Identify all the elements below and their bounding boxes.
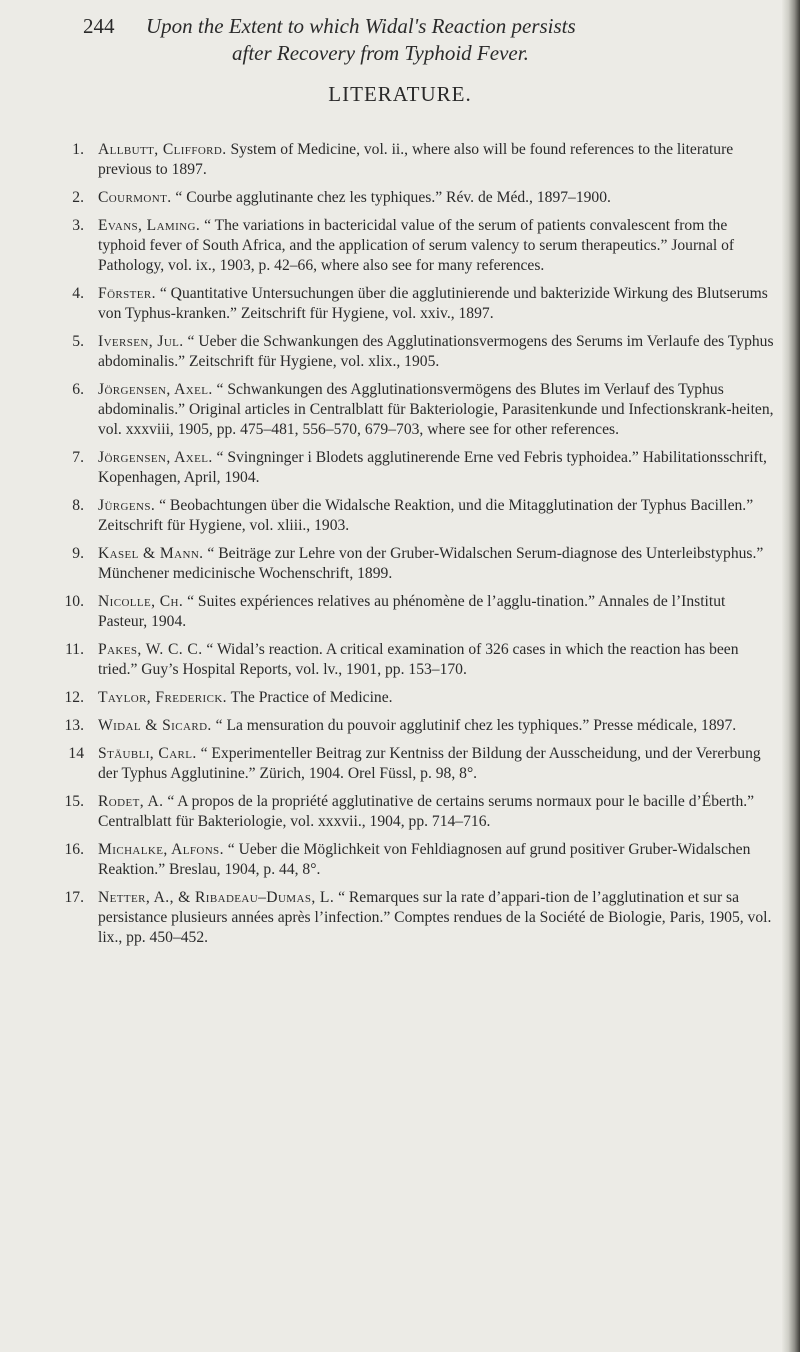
reference-number: 5. — [72, 333, 84, 350]
section-heading: LITERATURE. — [328, 82, 472, 106]
reference-text: “ Ueber die Schwankungen des Agglutinationsvermogens des Serums im Verlaufe des Typhus abdominalis.” Zeitschrift für Hygiene, vol. xlix., 1905. — [98, 333, 774, 370]
reference-author: Jörgensen, Axel. — [98, 449, 213, 466]
reference-author: Förster. — [98, 285, 156, 302]
reference-item — [58, 688, 778, 708]
reference-item — [58, 840, 778, 880]
reference-author: Jürgens. — [98, 497, 156, 514]
reference-text: System of Medicine, vol. ii., where also will be found references to the literature previous to 1897. — [98, 141, 734, 178]
reference-author: Stäubli, Carl. — [98, 745, 197, 762]
reference-text: “ A propos de la propriété agglutinative de certains serums normaux pour le bacille d’Éberth.” Centralblatt für Bakteriologie, vol. xxxvii., 1904, pp. 714–716. — [98, 793, 755, 830]
reference-item — [58, 888, 778, 948]
reference-author: Kasel & Mann. — [98, 545, 204, 562]
reference-item — [58, 216, 778, 276]
reference-item — [58, 284, 778, 324]
reference-number: 2. — [72, 189, 84, 206]
reference-item — [58, 448, 778, 488]
reference-number: 1. — [72, 141, 84, 158]
reference-number: 15. — [64, 793, 84, 810]
reference-item — [58, 640, 778, 680]
reference-text: “ Svingninger i Blodets agglutinerende Erne ved Febris typhoidea.” Habilitationsschrift, Kopenhagen, April, 1904. — [98, 449, 767, 486]
reference-number: 3. — [72, 217, 84, 234]
reference-text: “ Beiträge zur Lehre von der Gruber-Widalschen Serum-diagnose des Unterleibstyphus.” Münchener medicinische Wochenschrift, 1899. — [98, 545, 764, 582]
reference-author: Netter, A., & Ribadeau–Dumas, L. — [98, 889, 335, 906]
reference-item — [58, 496, 778, 536]
reference-text: “ Remarques sur la rate d’appari-tion de l’agglutination et sur sa persistance plusieurs années après l’infection.” Comptes rendues de la Société de Biologie, Paris, 1905, vol. lix., pp. 450–452. — [98, 889, 772, 946]
reference-item — [58, 592, 778, 632]
reference-item — [58, 332, 778, 372]
reference-text: “ Courbe agglutinante chez les typhiques.” Rév. de Méd., 1897–1900. — [175, 189, 611, 206]
reference-text: “ Widal’s reaction. A critical examination of 326 cases in which the reaction has been tried.” Guy’s Hospital Reports, vol. lv., 1901, pp. 153–170. — [98, 641, 739, 678]
reference-author: Taylor, Frederick. — [98, 689, 227, 706]
reference-item — [58, 716, 778, 736]
reference-item — [58, 792, 778, 832]
reference-number: 16. — [64, 841, 84, 858]
reference-item — [58, 188, 778, 208]
reference-text: “ Schwankungen des Agglutinationsvermögens des Blutes im Verlauf des Typhus abdominalis.” Original articles in Centralblatt für Bakteriologie, Parasitenkunde und Infectionskrank-heiten, vol. xxxviii, 1905, pp. 475–481, 556–570, 679–703, where see for other references. — [98, 381, 774, 438]
reference-list — [58, 140, 778, 948]
reference-text: “ The variations in bactericidal value of the serum of patients convalescent from the typhoid fever of South Africa, and the application of serum valency to serum therapeutics.” Journal of Pathology, vol. ix., 1903, p. 42–66, where also see for many references. — [98, 217, 735, 274]
reference-author: Jörgensen, Axel. — [98, 381, 213, 398]
reference-number: 11. — [65, 641, 84, 658]
binding-gutter-shadow — [782, 0, 800, 1352]
reference-text: “ Beobachtungen über die Widalsche Reaktion, und die Mitagglutination der Typhus Bacillen.” Zeitschrift für Hygiene, vol. xliii., 1903. — [98, 497, 754, 534]
reference-author: Michalke, Alfons. — [98, 841, 224, 858]
reference-text: “ Suites expériences relatives au phénomène de l’agglu-tination.” Annales de l’Institut Pasteur, 1904. — [98, 593, 726, 630]
reference-author: Pakes, W. C. C. — [98, 641, 203, 658]
reference-number: 12. — [64, 689, 84, 706]
reference-number: 13. — [64, 717, 84, 734]
reference-text: “ Experimenteller Beitrag zur Kentniss der Bildung der Ausscheidung, und der Vererbung der Typhus Agglutinine.” Zürich, 1904. Orel Füssl, p. 98, 8°. — [98, 745, 761, 782]
reference-item — [58, 380, 778, 440]
reference-author: Nicolle, Ch. — [98, 593, 184, 610]
reference-item — [58, 744, 778, 784]
reference-number: 14 — [68, 745, 84, 762]
reference-author: Iversen, Jul. — [98, 333, 184, 350]
page-number: 244 — [83, 14, 115, 38]
reference-author: Allbutt, Clifford. — [98, 141, 227, 158]
reference-author: Evans, Laming. — [98, 217, 201, 234]
reference-number: 4. — [72, 285, 84, 302]
reference-author: Rodet, A. — [98, 793, 164, 810]
reference-number: 6. — [72, 381, 84, 398]
reference-item — [58, 140, 778, 180]
reference-text: “ Ueber die Möglichkeit von Fehldiagnosen auf grund positiver Gruber-Widalschen Reaktion.” Breslau, 1904, p. 44, 8°. — [98, 841, 751, 878]
reference-text: “ La mensuration du pouvoir agglutinif chez les typhiques.” Presse médicale, 1897. — [215, 717, 737, 734]
running-title-line-2: after Recovery from Typhoid Fever. — [232, 41, 529, 65]
reference-number: 9. — [72, 545, 84, 562]
reference-text: The Practice of Medicine. — [230, 689, 393, 706]
reference-number: 10. — [64, 593, 84, 610]
reference-item — [58, 544, 778, 584]
running-title-line-1: Upon the Extent to which Widal's Reaction persists — [146, 14, 576, 38]
reference-number: 7. — [72, 449, 84, 466]
reference-number: 8. — [72, 497, 84, 514]
reference-text: “ Quantitative Untersuchungen über die agglutinierende und bakterizide Wirkung des Blutserums von Typhus-kranken.” Zeitschrift für Hygiene, vol. xxiv., 1897. — [98, 285, 768, 322]
reference-author: Courmont. — [98, 189, 172, 206]
reference-author: Widal & Sicard. — [98, 717, 212, 734]
reference-number: 17. — [64, 889, 84, 906]
